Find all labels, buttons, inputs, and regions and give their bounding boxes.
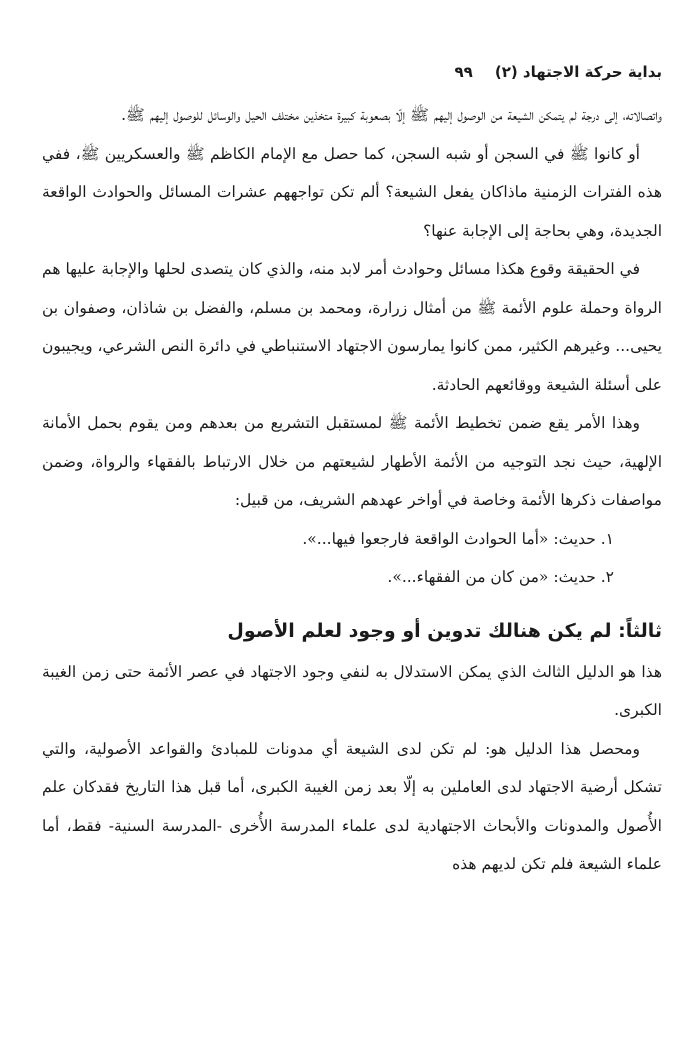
section-heading: ثالثاً: لم يكن هنالك تدوين أو وجود لعلم الأصول — [227, 619, 662, 642]
body-text — [42, 96, 662, 884]
paragraph-argument-summary: ومحصل هذا الدليل هو: لم تكن لدى الشيعة أي مدونات للمبادئ والقواعد الأصولية، والتي تشكل أرضية الاجتهاد لدى العاملين به إلّا بعد زمن الغيبة الكبرى، أما قبل هذا التاريخ فقدكان علم الأُصول والمدونات والأبحاث الاجتهادية لدى علماء المدرسة الأُخرى -المدرسة السنية- فقط، أما علماء الشيعة فلم تكن لديهم هذه — [42, 739, 662, 873]
list-item: ٢. حديث: «من كان من الفقهاء...». — [387, 568, 614, 586]
paragraph-third-argument: هذا هو الدليل الثالث الذي يمكن الاستدلال به لنفي وجود الاجتهاد في عصر الأئمة حتى زمن الغيبة الكبرى. — [42, 662, 662, 719]
running-header — [42, 58, 662, 86]
paragraph-prison-question: أو كانوا ﷺ في السجن أو شبه السجن، كما حصل مع الإمام الكاظم ﷺ والعسكريين ﷺ، ففي هذه الفترات الزمنية ماذاكان يفعل الشيعة؟ ألم تكن تواجههم عشرات المسائل والحوادث الواقعة الجديدة، وهي بحاجة إلى الإجابة عنها؟ — [42, 144, 662, 240]
hadith-list — [42, 520, 662, 597]
page-number: ٩٩ — [454, 63, 473, 81]
paragraph-imams-planning: وهذا الأمر يقع ضمن تخطيط الأئمة ﷺ لمستقبل التشريع من بعدهم ومن يقوم بحمل الأمانة الإلهية، حيث نجد التوجيه من الأئمة الأطهار لشيعتهم من خلال الارتباط بالفقهاء والرواة، وضمن مواصفات ذكرها الأئمة وخاصة في أواخر عهدهم الشريف، من قبيل: — [42, 414, 662, 509]
list-item: ١. حديث: «أما الحوادث الواقعة فارجعوا فيها...». — [302, 529, 614, 548]
running-header-title: بداية حركة الاجتهاد (٢) — [494, 63, 662, 81]
paragraph-continuation: واتصالاته، إلى درجة لم يتمكن الشيعة من الوصول إليهم ﷺ إلّا بصعوبة كبيرة متخذين مختلف الحيل والوسائل للوصول إليهم ﷺ. — [121, 106, 662, 124]
book-page — [42, 0, 662, 1053]
paragraph-narrators: في الحقيقة وقوع هكذا مسائل وحوادث أمر لابد منه، والذي كان يتصدى لحلها والإجابة عليها هم الرواة وحملة علوم الأئمة ﷺ من أمثال زرارة، ومحمد بن مسلم، والفضل بن شاذان، وصفوان بن يحيى... وغيرهم الكثير، ممن كانوا يمارسون الاجتهاد الاستنباطي في دائرة النص الشرعي، ويجيبون على أسئلة الشيعة ووقائعهم الحادثة. — [42, 260, 662, 394]
